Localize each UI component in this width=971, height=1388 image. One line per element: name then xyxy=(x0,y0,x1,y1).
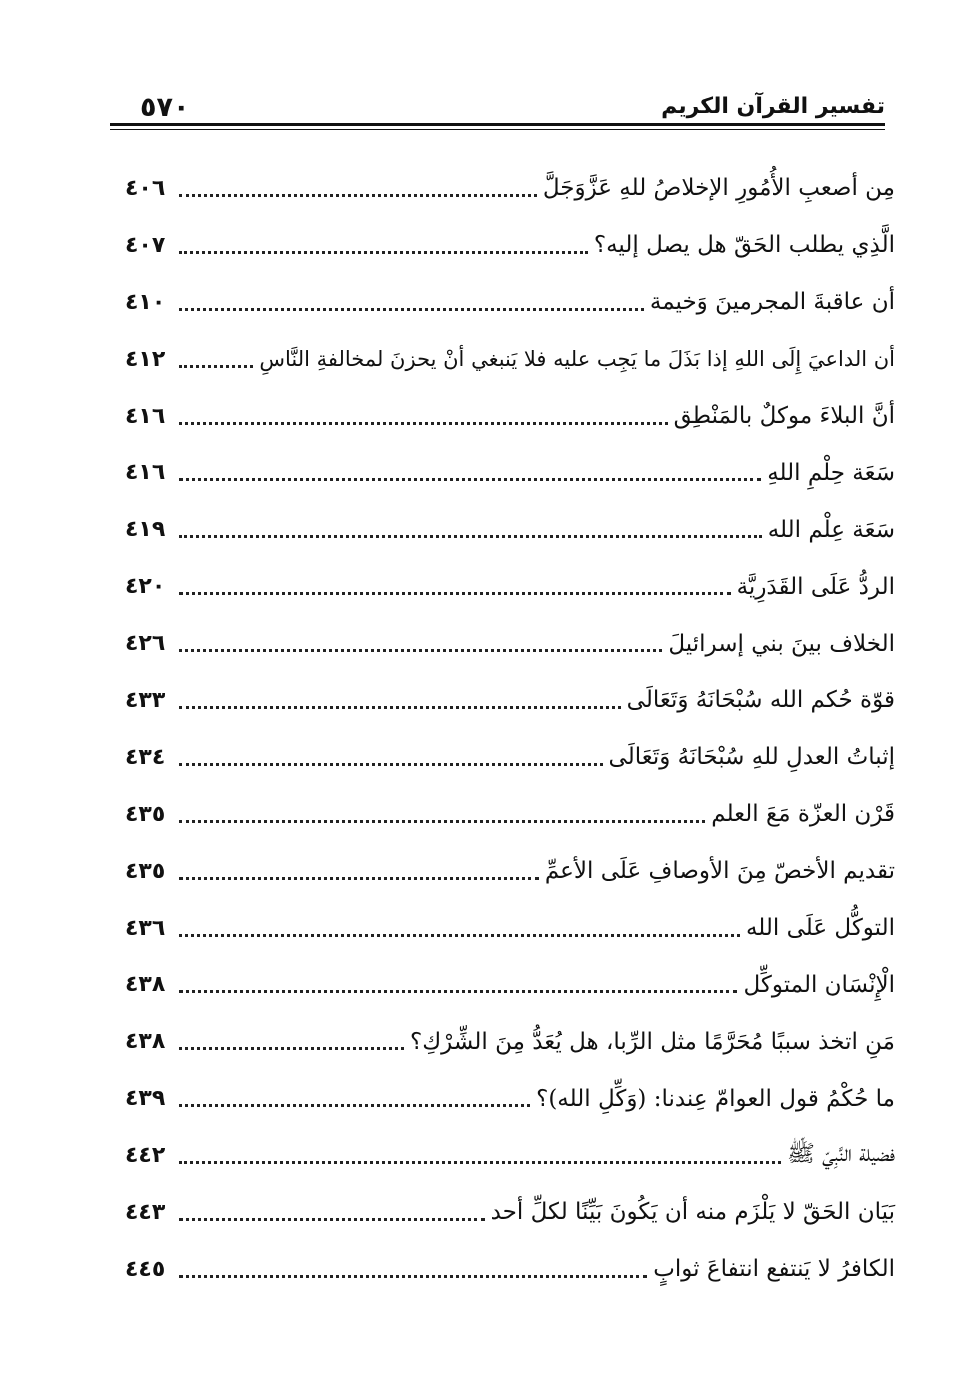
toc-row xyxy=(125,786,895,843)
toc-title: إثباتُ العدلِ للهِ سُبْحَانَهُ وَتَعَالَى xyxy=(608,744,895,771)
toc-dot-leader xyxy=(179,535,762,538)
toc-row xyxy=(125,501,895,558)
header-rule-thin xyxy=(110,129,885,130)
toc-row xyxy=(125,615,895,672)
toc-row xyxy=(125,160,895,217)
toc-dot-leader xyxy=(179,1218,485,1221)
toc-title: أنَّ البلاءَ موكلٌ بالمَنْطِق xyxy=(673,403,895,429)
toc-page-number: ٤١٢ xyxy=(125,346,166,372)
toc-title: تقديم الأخصّ مِنَ الأوصافِ عَلَى الأعمِّ xyxy=(544,858,895,885)
toc-page-number: ٤٤٢ xyxy=(125,1143,166,1169)
toc-page-number: ٤١٩ xyxy=(125,517,166,543)
toc-dot-leader xyxy=(179,877,539,880)
toc-title: مَنِ اتخذ سببًا مُحَرَّمًا مثل الرِّبا، هل يُعَدُّ مِنَ الشِّرْكِ؟ xyxy=(410,1028,895,1055)
toc-row xyxy=(125,217,895,274)
toc-row xyxy=(125,1070,895,1127)
toc-title: التوكُّل عَلَى الله xyxy=(745,915,895,942)
toc-title: مِن أصعبِ الأُمُورِ الإخلاصُ للهِ عَزَّوَجَلَّ xyxy=(542,175,895,202)
toc-title: ما حُكْمُ قول العوامّ عِندنا: (وَكِّلِ الله)؟ xyxy=(536,1085,895,1112)
toc-page-number: ٤٠٧ xyxy=(125,232,166,258)
toc-row xyxy=(125,444,895,501)
toc-dot-leader xyxy=(179,649,662,652)
page-header xyxy=(110,88,885,128)
toc-dot-leader xyxy=(179,194,537,197)
toc-row xyxy=(125,331,895,388)
toc-row xyxy=(125,729,895,786)
toc-page-number: ٤٣٥ xyxy=(125,801,166,827)
toc-title: أن الداعيَ إِلَى اللهِ إذا بَذَلَ ما يَجِب عليه فلا يَنبغي أنْ يحزنَ لمخالفةِ النَّاسِ xyxy=(259,347,895,372)
toc-row xyxy=(125,672,895,729)
toc-row xyxy=(125,843,895,900)
toc-dot-leader xyxy=(179,592,731,595)
toc-row xyxy=(125,900,895,957)
toc-page-number: ٤٣٣ xyxy=(125,687,166,713)
book-title: تفسير القرآن الكريم xyxy=(661,94,885,119)
toc-page-number: ٤١٦ xyxy=(125,460,166,486)
toc-row xyxy=(125,558,895,615)
toc-row xyxy=(125,1127,895,1184)
toc-title: قوّة حُكم الله سُبْحَانَهُ وَتَعَالَى xyxy=(626,687,895,714)
toc-title: الكافرُ لا يَنتفع انتفاعَ ثوابٍ xyxy=(653,1256,895,1283)
toc-dot-leader xyxy=(179,1161,781,1164)
toc-title: سَعَة حِلْمِ اللهِ xyxy=(767,459,895,486)
toc-page-number: ٤٣٥ xyxy=(125,858,166,884)
toc-page-number: ٤٣٨ xyxy=(125,972,166,998)
toc-title: الخلاف بينَ بني إسرائيلَ xyxy=(668,630,895,657)
toc-page-number: ٤٤٥ xyxy=(125,1256,166,1282)
toc-dot-leader xyxy=(179,308,644,311)
toc-title: سَعَة عِلْم الله xyxy=(767,516,895,543)
toc-title: بَيَان الحَقّ لا يَلْزَم منه أن يَكُونَ بَيِّنًا لكلِّ أحد xyxy=(490,1199,895,1226)
toc-page-number: ٤٣٨ xyxy=(125,1029,166,1055)
header-rule-thick xyxy=(110,123,885,126)
toc-dot-leader xyxy=(179,1104,530,1107)
toc-title: أن عاقبةَ المجرمينَ وَخيمة xyxy=(649,289,895,316)
table-of-contents xyxy=(125,160,895,1298)
toc-row xyxy=(125,1184,895,1241)
toc-title: الَّذِي يطلب الحَقّ هل يصل إليه؟ xyxy=(593,232,895,259)
toc-dot-leader xyxy=(179,990,737,993)
toc-page-number: ٤٠٦ xyxy=(125,175,166,201)
toc-page-number: ٤٣٩ xyxy=(125,1086,166,1112)
toc-title: الْإِنْسَان المتوكِّل xyxy=(743,971,895,998)
toc-dot-leader xyxy=(179,251,588,254)
toc-dot-leader xyxy=(179,706,621,709)
toc-dot-leader xyxy=(179,934,740,937)
toc-dot-leader xyxy=(179,478,761,481)
toc-page-number: ٤١٦ xyxy=(125,403,166,429)
toc-row xyxy=(125,1241,895,1298)
toc-page-number: ٤٣٦ xyxy=(125,915,166,941)
page-number: ٥٧٠ xyxy=(140,92,190,123)
toc-page-number: ٤٢٠ xyxy=(125,574,166,600)
toc-title: قَرْن العزّة مَعَ العلم xyxy=(711,801,895,828)
toc-dot-leader xyxy=(179,763,603,766)
toc-dot-leader xyxy=(179,1275,647,1278)
toc-dot-leader xyxy=(179,422,668,425)
toc-dot-leader xyxy=(179,820,705,823)
toc-dot-leader xyxy=(179,365,253,368)
toc-title: الردُّ عَلَى القَدَرِيَّة xyxy=(736,573,895,600)
toc-row xyxy=(125,956,895,1013)
toc-dot-leader xyxy=(179,1047,404,1050)
toc-row xyxy=(125,388,895,445)
toc-title: فضيلة النَّبِيّ ﷺ xyxy=(787,1140,895,1167)
toc-page-number: ٤٤٣ xyxy=(125,1199,166,1225)
toc-page-number: ٤٢٦ xyxy=(125,631,166,657)
toc-page-number: ٤١٠ xyxy=(125,289,166,315)
toc-page-number: ٤٣٤ xyxy=(125,744,166,770)
toc-row xyxy=(125,274,895,331)
toc-row xyxy=(125,1013,895,1070)
